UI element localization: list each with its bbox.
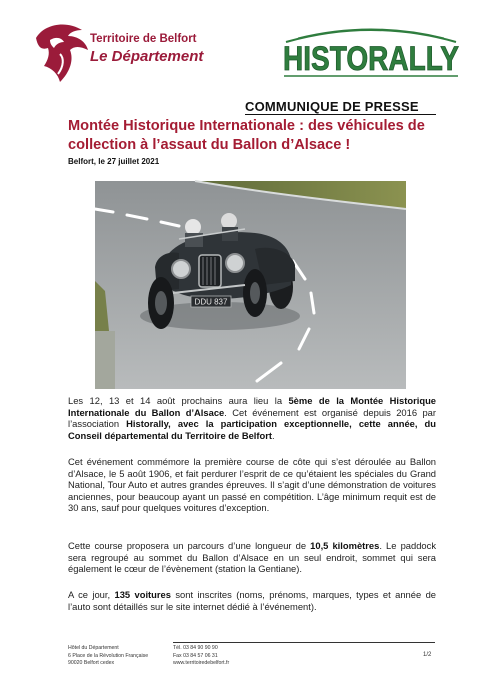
lion-head-icon [30, 20, 92, 92]
text-run: . Le paddock sera regroupé au sommet du Ballon d’Alsace en un seul endroit, sommet qui sera également le cœur de l’évènement (station la Gentiane). [68, 540, 437, 575]
website-link[interactable]: www.territoiredebelfort.fr [173, 660, 230, 666]
historally-logo [276, 20, 466, 84]
fax-line: Fax 03 84 57 06 31 [173, 652, 218, 659]
phone-line: Tél. 03 84 90 90 90 [173, 645, 218, 651]
text-run: . Cet événement est organisé depuis 2016 par l’association [68, 406, 436, 430]
section-label: COMMUNIQUE DE PRESSE [245, 99, 419, 114]
text-run: sont inscrites (noms, prénoms, marques, types et année de l’auto sont détaillés sur le site internet dédié à l’événement). [68, 589, 436, 612]
text-run: A ce jour, [68, 589, 115, 600]
vintage-racing-car-photo [95, 181, 406, 389]
logo-line-1: Territoire de Belfort [90, 33, 197, 45]
text-run: . [272, 429, 275, 441]
address-line: Hôtel du Département [68, 645, 119, 651]
bold-run: 5ème de la Montée Historique Internationale du Ballon d’Alsace [68, 395, 437, 418]
paragraph-2: Cet événement commémore la première course de côte qui s’est déroulée au Ballon d’Alsace, le 5 août 1906, et fait perdurer l’esprit de ce qu’étaient les spéciales du Grand National, Tour Auto et autres grandes épreuves. Il s’agit d’une démonstration de voitures anciennes, pour beaucoup ayant un passé en compétition. L’âge minimum requit est de 30 ans, sauf pour quelques voitures d’exception. [68, 456, 436, 514]
dateline: Belfort, le 27 juillet 2021 [68, 157, 160, 166]
address-line: 6 Place de la Révolution Française [68, 652, 149, 659]
paragraph-4 [68, 589, 436, 612]
number-plate-text: DDU 837 [194, 297, 228, 307]
text-run: Les 12, 13 et 14 août prochains aura lieu la [68, 395, 289, 406]
document-title: Montée Historique Internationale : des véhicules de collection à l’assaut du Ballon d’Alsace ! [68, 118, 425, 153]
footer-contact [173, 645, 229, 668]
bold-run: 10,5 kilomètres [310, 540, 380, 551]
footer-divider [173, 642, 435, 643]
page-number: 1/2 [423, 652, 432, 658]
territoire-de-belfort-logo [30, 20, 204, 92]
section-divider [245, 114, 436, 115]
footer-address [68, 645, 148, 668]
text-run: Cette course proposera un parcours d’une longueur de [68, 540, 311, 551]
bold-run: 135 voitures [114, 589, 171, 600]
bold-run: Historally, avec la participation exceptionnelle, cette année, du Conseil départemental du Territoire de Belfort [68, 418, 436, 441]
address-line: 90020 Belfort cedex [68, 660, 115, 666]
paragraph-1 [68, 395, 436, 441]
logo-line-2: Le Département [90, 48, 204, 65]
paragraph-3 [68, 540, 436, 575]
historally-logo-text: HISTORALLY [283, 40, 460, 78]
